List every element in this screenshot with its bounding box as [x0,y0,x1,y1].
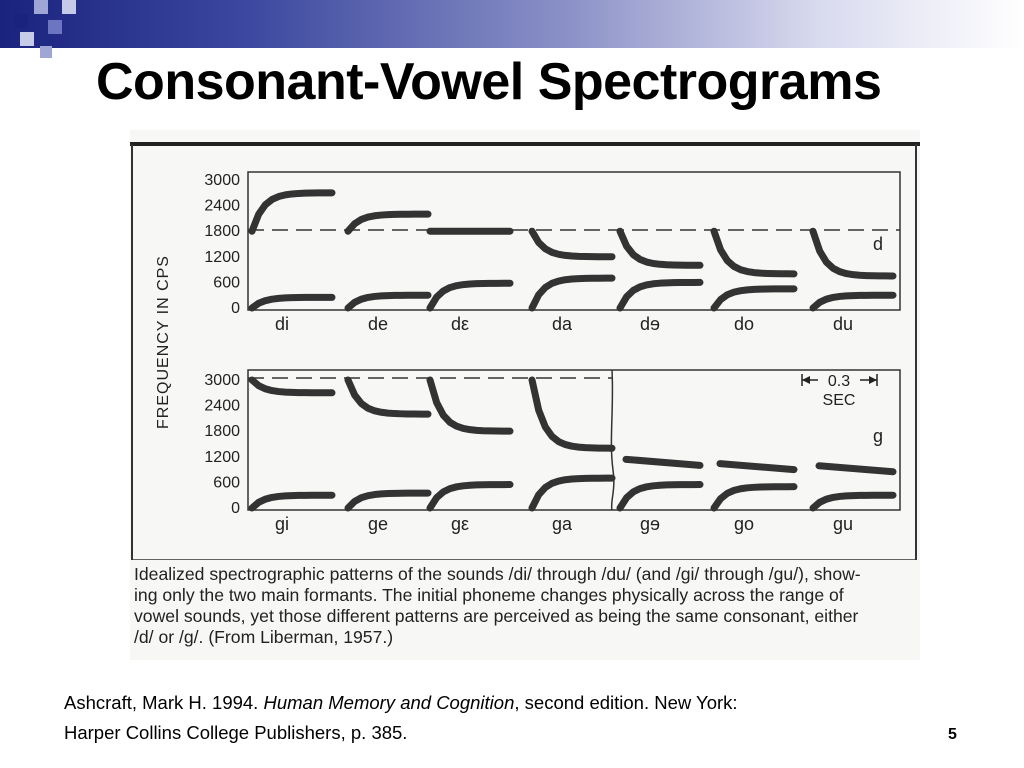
bottom-panel-consonant-label: g [873,426,884,446]
y-tick-label: 1200 [204,248,240,266]
spectrogram-figure [130,130,920,660]
y-tick-label: 1800 [204,423,240,441]
formant-band [430,283,510,308]
syllable-label: ge [367,514,389,534]
syllable-label: gε [450,514,470,534]
decorative-square [48,20,62,34]
formant-band [532,380,612,448]
syllable-label: di [274,314,290,334]
formant-band [430,380,510,431]
y-tick-label: 2400 [204,397,240,415]
formant-band [532,231,612,257]
decorative-square [20,32,34,46]
scale-bar-unit: SEC [822,392,856,409]
syllable-label: go [733,514,755,534]
y-tick-label: 2400 [204,197,240,215]
formant-band [252,193,332,231]
formant-band [532,478,612,508]
syllable-label: de [367,314,389,334]
syllable-label: dɘ [639,314,661,334]
time-scale-bar [802,373,877,409]
y-tick-label: 1200 [204,448,240,466]
top-panel-frame [248,172,900,310]
slide-title: Consonant-Vowel Spectrograms [96,53,882,111]
y-tick-label: 0 [231,300,240,317]
y-tick-label: 1800 [204,223,240,241]
syllable-label: da [551,314,573,334]
citation-edition: , second edition. New York: [514,692,738,713]
y-tick-label: 600 [213,274,240,292]
formant-band [626,459,700,465]
formant-band [714,487,794,508]
caption-line: ing only the two main formants. The initial phoneme changes physically across the range of [134,585,844,605]
formant-band [813,295,893,308]
syllable-label: du [832,314,854,334]
top-panel-consonant-label: d [873,234,884,254]
caption-line: vowel sounds, yet those different patterns are perceived as being the same consonant, either [134,606,859,626]
formant-band [620,485,700,508]
caption-line: Idealized spectrographic patterns of the sounds /di/ through /du/ (and /gi/ through /gu/), show- [134,564,861,584]
bottom-panel-syllables [275,514,853,534]
top-panel-syllables [275,314,853,334]
syllable-label: gu [832,514,854,534]
syllable-label: ga [551,514,573,534]
syllable-label: gi [274,514,290,534]
formant-band [532,278,612,308]
formant-band [819,466,893,472]
y-tick-label: 3000 [204,372,240,389]
y-axis-label: FREQUENCY IN CPS [155,255,172,429]
formant-band [348,214,428,231]
formant-band [348,493,428,508]
caption-line: /d/ or /g/. (From Liberman, 1957.) [134,627,394,647]
figure-caption [134,564,920,648]
formant-band [714,231,794,274]
formant-band [348,380,428,414]
formant-band [720,464,794,470]
syllable-label: gɘ [639,514,661,534]
formant-band [252,297,332,308]
y-tick-label: 3000 [204,172,240,189]
citation-author: Ashcraft, Mark H. 1994. [64,692,264,713]
top-panel-formants [252,193,893,308]
bottom-panel-frame [248,370,900,510]
formant-band [348,295,428,308]
y-tick-label: 600 [213,474,240,492]
citation-line-2: Harper Collins College Publishers, p. 385. [64,722,408,743]
decorative-square [40,46,52,58]
citation-book-title: Human Memory and Cognition [263,692,515,713]
bottom-panel-divider [611,370,613,510]
y-tick-label: 0 [231,500,240,517]
scale-bar-value: 0.3 [827,373,851,390]
decorative-square [34,0,48,14]
top-panel-y-ticks [204,172,240,317]
formant-band [430,485,510,508]
formant-band [620,231,700,265]
formant-band [714,289,794,308]
spectrogram-svg [130,130,920,560]
formant-band [252,380,332,393]
citation-line-1 [64,688,964,718]
page-number: 5 [948,726,957,743]
bottom-panel-y-ticks [204,372,240,517]
citation [64,688,964,748]
decorative-square [62,0,76,14]
formant-band [813,495,893,508]
formant-band [620,282,700,308]
bottom-panel-formants [252,380,893,508]
syllable-label: do [733,314,755,334]
formant-band [252,495,332,508]
header-gradient-bar [0,0,1024,48]
decorative-square [14,14,28,28]
syllable-label: dε [450,314,470,334]
